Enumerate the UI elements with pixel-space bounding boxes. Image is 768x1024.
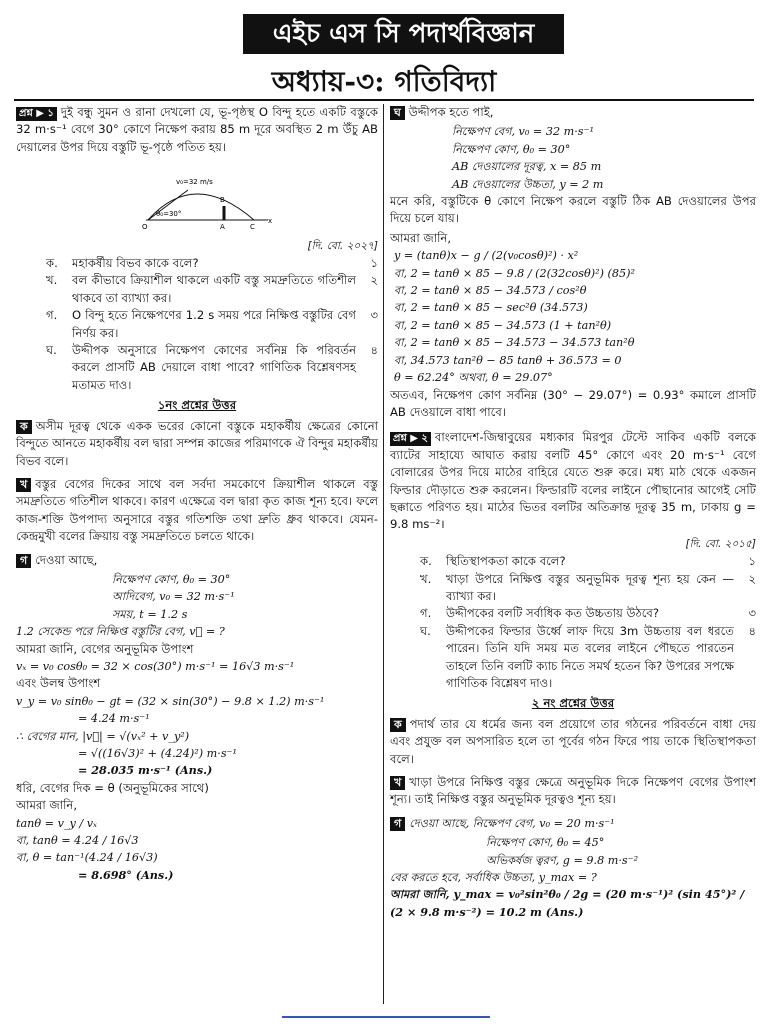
part-mark: ৪	[748, 623, 756, 638]
equation-step-3: বা, 2 = tanθ × 85 − sec²θ (34.573)	[394, 301, 588, 315]
answer-ka-tag: ক	[16, 420, 32, 434]
theta-equation: বা, θ = tan⁻¹(4.24 / 16√3)	[16, 851, 158, 865]
answer-2-angle: নিক্ষেপণ কোণ, θ₀ = 45°	[486, 836, 605, 850]
chapter-title: অধ্যায়-৩: গতিবিদ্যা	[271, 65, 497, 98]
point-a-label: A	[220, 223, 225, 232]
answer-2-kha-tag: খ	[390, 776, 405, 790]
point-c-label: C	[250, 223, 255, 232]
projectile-diagram	[136, 162, 276, 232]
part-text: O বিন্দু হতে নিক্ষেপণের 1.2 s সময় পরে নিক্ষিপ্ত বস্তুটির বেগ নির্ণয় কর।	[72, 308, 356, 340]
part-text: উদ্দীপক অনুসারে নিক্ষেপণ কোণের সর্বনিম্ন কি পরিবর্তন করলে প্রাসটি AB দেয়ালে বাধা পাবে? গাণিতিক বিশ্লেষণসহ মতামত দাও।	[72, 343, 356, 392]
find-velocity: 1.2 সেকেন্ড পরে নিক্ষিপ্ত বস্তুটির বেগ, v⃗ = ?	[16, 625, 225, 639]
question-1-tag: প্রশ্ন ▶ ১	[16, 107, 57, 121]
equation-step-1: বা, 2 = tanθ × 85 − 9.8 / (2(32cosθ)²) (85)²	[394, 266, 635, 280]
header-divider	[14, 99, 754, 101]
part-mark: ২	[370, 273, 378, 288]
vx-equation: vₓ = v₀ cosθ₀ = 32 × cos(30°) m·s⁻¹ = 16√3 m·s⁻¹	[16, 659, 295, 673]
gha-wall-distance: AB দেওয়ালের দূরত্ব, x = 85 m	[452, 160, 602, 174]
question-2-stem	[390, 429, 756, 533]
part-mark: ২	[748, 571, 756, 586]
vy-equation: v_y = v₀ sinθ₀ − gt = (32 × sin(30°) − 9.8 × 1.2) m·s⁻¹	[16, 694, 325, 708]
question-1-source: [দি. বো. ২০২৭]	[307, 239, 378, 252]
question-2-text: বাংলাদেশ-জিম্বাবুয়ের মধ্যকার মিরপুর টেস্টে সাকিব একটি বলকে ব্যাটের সাহায্যে আঘাত করায় বলটি 45° কোণে এবং 20 m·s⁻¹ বেগে বোলারের উপর দিয়ে মাঠের বাহিরে যেতে শুরু করে। মধ্য মাঠ থেকে একজন ফিল্ডার দৌড়াতে শুরু করলেন। ফিল্ডারটি বলের লাইনে পৌছানোর আগেই সেটি ছক্কাতে পরিণত হয়। মাঠের ভিতর বলটির অতিক্রান্ত দূরত্ব 35 m, ঢাকায় g = 9.8 ms⁻²।	[390, 430, 756, 532]
part-number: গ.	[420, 606, 432, 621]
part-mark: ১	[748, 554, 756, 569]
column-divider	[383, 104, 384, 1004]
angle-label: θ₀=30°	[156, 210, 182, 219]
part-text: মহাকর্ষীয় বিভব কাকে বলে?	[72, 256, 199, 271]
trajectory-equation: y = (tanθ)x − g / (2(v₀cosθ)²) · x²	[394, 249, 579, 263]
question-1-text: দুই বন্ধু সুমন ও রানা দেখলো যে, ভূ-পৃষ্ঠস্থ O বিন্দু হতে একটি বস্তুকে 32 m·s⁻¹ বেগে 30° কোণে নিক্ষেপ করায় 85 m দূরে অবস্থিত 2 m উঁচু AB দেয়ালের উপর দিয়ে বস্তুটি ভূ-পৃষ্ঠে পতিত হয়।	[16, 105, 378, 154]
part-number: খ.	[46, 273, 58, 288]
answer-2-max-height-equation: আমরা জানি, y_max = v₀²sin²θ₀ / 2g = (20 m·s⁻¹)² (sin 45°)² / (2 × 9.8 m·s⁻²) = 10.2 m (Ans.)	[390, 887, 745, 919]
part-text: খাড়া উপরে নিক্ষিপ্ত বস্তুর অনুভূমিক দূরত্ব শূন্য হয় কেন — ব্যাখ্যা কর।	[446, 571, 734, 603]
part-number: গ.	[46, 308, 58, 323]
answer-2-ga-tag: গ	[390, 817, 405, 831]
question-2-source: [দি. বো. ২০১৫]	[685, 537, 756, 550]
part-number: ক.	[46, 256, 58, 271]
gha-velocity: নিক্ষেপণ বেগ, v₀ = 32 m·s⁻¹	[452, 125, 594, 139]
part-text: উদ্দীপকের বলটি সর্বাধিক কত উচ্চতায় উঠবে?	[446, 606, 660, 621]
gha-we-know: আমরা জানি,	[390, 230, 452, 245]
footer-line	[282, 1016, 490, 1018]
velocity-magnitude: ∴ বেগের মান, |v⃗| = √(vₓ² + v_y²)	[16, 729, 190, 743]
gha-conclusion: অতএব, নিক্ষেপণ কোণ সর্বনিম্ন (30° − 29.07°) = 0.93° কমালে প্রাসটি AB দেওয়ালে বাধা পাবে।	[390, 387, 756, 419]
question-2-part-kha	[420, 571, 756, 606]
question-2-part-ga	[420, 605, 756, 622]
question-1-stem	[16, 104, 378, 156]
part-mark: ৪	[370, 343, 378, 358]
equation-step-5: বা, 2 = tanθ × 85 − 34.573 − 34.573 tan²θ	[394, 336, 635, 350]
answer-1-ka	[16, 418, 378, 470]
question-1-part-gha	[46, 342, 378, 394]
left-column	[16, 104, 378, 884]
part-text: স্থিতিস্থাপকতা কাকে বলে?	[446, 554, 566, 569]
x-axis-label: x	[268, 217, 273, 226]
tan-theta-equation: tanθ = v_y / vₓ	[16, 816, 98, 830]
gha-assumption: মনে করি, বস্তুটিকে θ কোণে নিক্ষেপ করলে বস্তুটি ঠিক AB দেওয়ালের উপর দিয়ে চলে যায়।	[390, 194, 756, 226]
answer-gha-tag: ঘ	[390, 106, 405, 120]
equation-step-2: বা, 2 = tanθ × 85 − 34.573 / cos²θ	[394, 284, 587, 298]
velocity-magnitude-step: = √((16√3)² + (4.24)²) m·s⁻¹	[78, 747, 237, 760]
part-mark: ৩	[748, 606, 756, 621]
point-o-label: O	[142, 223, 148, 232]
answer-2-find-height: বের করতে হবে, সর্বাধিক উচ্চতা, y_max = ?	[390, 871, 597, 885]
book-title-banner: এইচ এস সি পদার্থবিজ্ঞান	[243, 14, 564, 54]
question-1-part-ka	[46, 255, 378, 272]
equation-step-4: বা, 2 = tanθ × 85 − 34.573 (1 + tan²θ)	[394, 318, 612, 332]
question-1-part-kha	[46, 272, 378, 307]
velocity-magnitude-answer: = 28.035 m·s⁻¹ (Ans.)	[78, 763, 213, 778]
direction-assumption: ধরি, বেগের দিক = θ (অনুভূমিকের সাথে)	[16, 780, 209, 795]
part-number: ঘ.	[46, 343, 57, 358]
answer-2-heading: ২ নং প্রশ্নের উত্তর	[531, 696, 615, 711]
gha-angle: নিক্ষেপণ কোণ, θ₀ = 30°	[452, 142, 571, 156]
answer-1-gha	[390, 104, 756, 121]
answer-2-ga-given: দেওয়া আছে, নিক্ষেপণ বেগ, v₀ = 20 m·s⁻¹	[409, 816, 615, 830]
we-know-label: আমরা জানি,	[16, 798, 78, 813]
gha-wall-height: AB দেওয়ালের উচ্চতা, y = 2 m	[452, 177, 604, 191]
answer-2-ka-text: পদার্থ তার যে ধর্মের জন্য বল প্রয়োগে তার গঠনের পরিবর্তনে বাধা দেয় এবং প্রযুক্ত বল অপসারিত হলে তা পূর্বের গঠন ফিরে পায় তাকে স্থিতিস্থাপকতা বলে।	[390, 716, 756, 766]
answer-ka-text: অসীম দূরত্ব থেকে একক ভরের কোনো বস্তুকে মহাকর্ষীয় ক্ষেত্রের কোনো বিন্দুতে আনতে মহাকর্ষীয় বল দ্বারা সম্পন্ন কাজের পরিমাণকে ঐ বিন্দুর মহাকর্ষীয় বিভব বলে।	[16, 418, 378, 468]
question-2-part-ka	[420, 553, 756, 570]
given-time: সময়, t = 1.2 s	[112, 607, 188, 621]
answer-2-ga	[390, 815, 756, 832]
given-angle: নিক্ষেপণ কোণ, θ₀ = 30°	[112, 572, 231, 586]
part-mark: ৩	[370, 308, 378, 323]
tan-theta-value: বা, tanθ = 4.24 / 16√3	[16, 834, 139, 848]
part-text: উদ্দীপকের ফিল্ডার উর্ধ্বে লাফ দিয়ে 3m উচ্চতায় বল ধরতে পারেন। তিনি যদি সময় মত বলের লাইনে পৌছতে পারতেন তাহলে তিনি বলটি ক্যাচ নিতে সমর্থ হতেন কি? উপরের সপক্ষে গাণিতিক বিশ্লেষণ দাও।	[446, 623, 734, 690]
theta-answer: = 8.698° (Ans.)	[78, 867, 174, 882]
answer-2-ka	[390, 716, 756, 768]
given-initial-velocity: আদিবেগ, v₀ = 32 m·s⁻¹	[112, 590, 235, 604]
question-2-part-gha	[420, 623, 756, 693]
right-column	[390, 104, 756, 921]
answer-ga-given: দেওয়া আছে,	[35, 552, 98, 567]
horizontal-component-label: আমরা জানি, বেগের অনুভূমিক উপাংশ	[16, 641, 194, 656]
answer-ga-tag: গ	[16, 554, 31, 568]
part-number: ক.	[420, 554, 432, 569]
point-b-label: B	[220, 196, 225, 205]
answer-kha-text: বস্তুর বেগের দিকের সাথে বল সর্বদা সমকোণে ক্রিয়াশীল থাকলে বস্তু সমদ্রুতিতে গতিশীল থাকবে। কারণ এক্ষেত্রে বল দ্বারা কৃত কাজ শূন্য হবে। ফলে কাজ-শক্তি উপপাদ্য অনুসারে বস্তুর গতিশক্তি তথা দ্রুতি ধ্রুব থাকবে। যেমন- কেন্দ্রমুখী বলের ক্রিয়ায় বস্তু সমদ্রুতিতে চলতে থাকে।	[16, 476, 378, 544]
equation-step-6: বা, 34.573 tan²θ − 85 tanθ + 36.573 = 0	[394, 353, 622, 367]
part-text: বল কীভাবে ক্রিয়াশীল থাকলে একটি বস্তু সমদ্রুতিতে গতিশীল থাকবে তা ব্যাখ্যা কর।	[72, 273, 356, 305]
answer-kha-tag: খ	[16, 478, 31, 492]
vy-result: = 4.24 m·s⁻¹	[78, 712, 150, 726]
answer-1-ga	[16, 552, 378, 569]
answer-gha-intro: উদ্দীপক হতে পাই,	[408, 105, 494, 119]
vertical-component-label: এবং উলম্ব উপাংশ	[16, 676, 101, 691]
answer-1-heading: ১নং প্রশ্নের উত্তর	[157, 398, 237, 413]
answer-2-kha	[390, 774, 756, 809]
answer-2-gravity: অভিকর্ষজ ত্বরণ, g = 9.8 m·s⁻²	[486, 853, 639, 867]
answer-2-kha-text: খাড়া উপরে নিক্ষিপ্ত বস্তুর ক্ষেত্রে অনুভূমিক দিকে নিক্ষেপণ বেগের উপাংশ শূন্য। তাই নিক্ষিপ্ত বস্তুর অনুভূমিক দূরত্বও শূন্য হয়।	[390, 775, 756, 807]
part-mark: ১	[370, 256, 378, 271]
theta-solutions: θ = 62.24° অথবা, θ = 29.07°	[394, 371, 553, 385]
velocity-label: v₀=32 m/s	[176, 178, 213, 187]
part-number: ঘ.	[420, 623, 431, 638]
part-number: খ.	[420, 571, 432, 586]
question-2-tag: প্রশ্ন ▶ ২	[390, 432, 431, 446]
answer-1-kha	[16, 476, 378, 546]
question-1-part-ga	[46, 307, 378, 342]
answer-2-ka-tag: ক	[390, 718, 406, 732]
